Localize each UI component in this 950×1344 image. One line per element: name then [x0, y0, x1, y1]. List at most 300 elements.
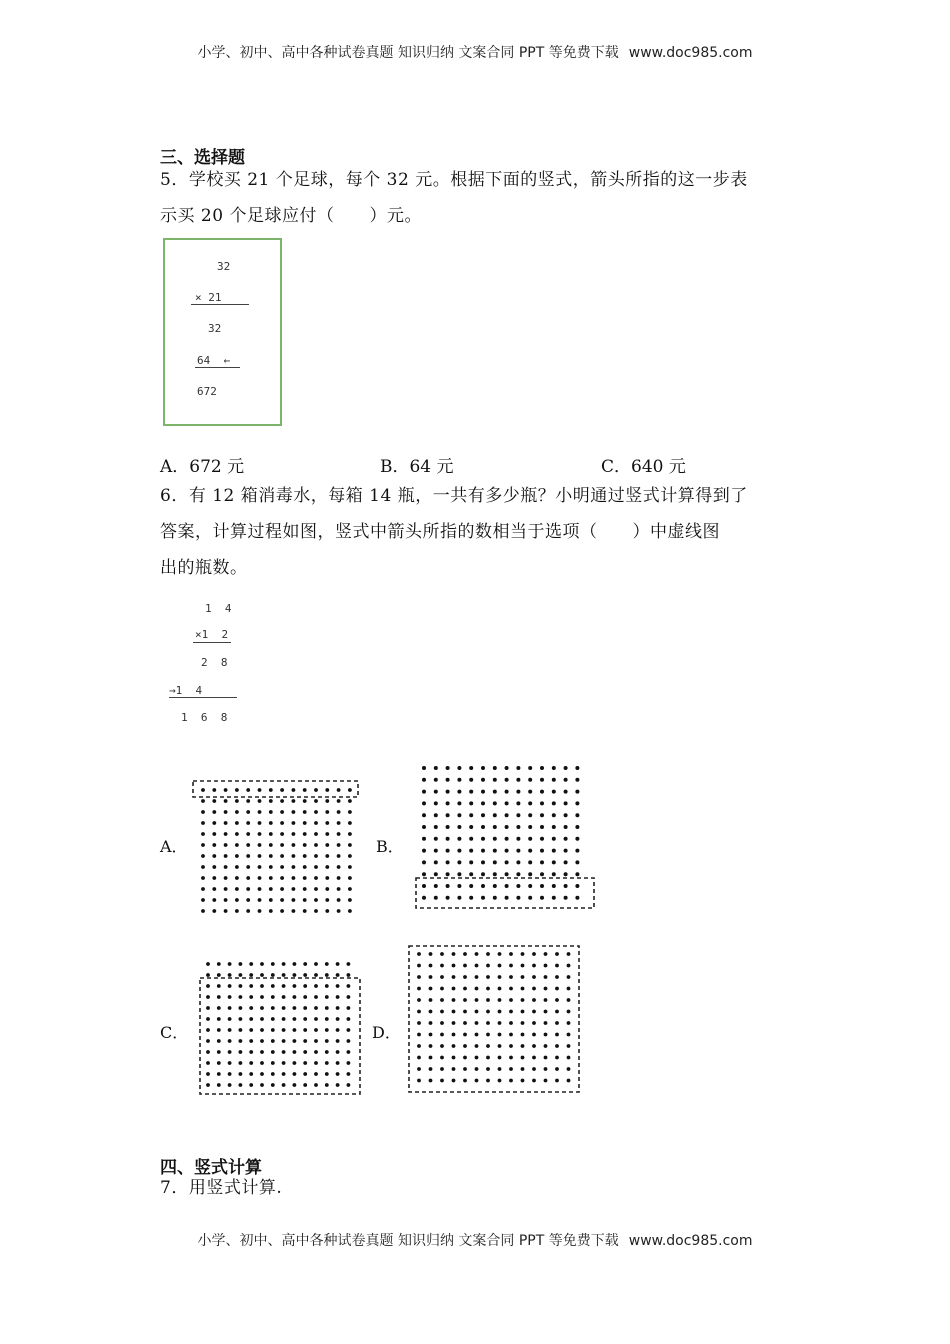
- dot: [481, 766, 485, 770]
- dot: [509, 987, 513, 991]
- dot: [564, 790, 568, 794]
- dot: [303, 788, 307, 792]
- dot: [258, 887, 262, 891]
- dot: [217, 984, 221, 988]
- dot: [325, 799, 329, 803]
- dot: [446, 778, 450, 782]
- dot: [528, 837, 532, 841]
- footer-text: 小学、初中、高中各种试卷真题 知识归纳 文案合同 PPT 等免费下载: [197, 1233, 619, 1249]
- dot: [417, 952, 421, 956]
- dot: [481, 872, 485, 876]
- dot: [249, 984, 253, 988]
- dot: [303, 973, 307, 977]
- dot: [475, 1056, 479, 1060]
- dot: [201, 843, 205, 847]
- dot-array-c[interactable]: [196, 955, 366, 1100]
- dot: [469, 790, 473, 794]
- dot: [314, 898, 318, 902]
- dot: [422, 766, 426, 770]
- dot: [303, 1083, 307, 1087]
- dot: [303, 799, 307, 803]
- dot: [282, 1050, 286, 1054]
- dot: [337, 898, 341, 902]
- dot-array-b[interactable]: [406, 760, 608, 912]
- dot: [440, 1010, 444, 1014]
- dot: [434, 790, 438, 794]
- dot: [567, 952, 571, 956]
- dot: [509, 1056, 513, 1060]
- dot: [498, 1033, 502, 1037]
- dot: [228, 1050, 232, 1054]
- dot: [552, 778, 556, 782]
- dot: [325, 854, 329, 858]
- dot: [481, 896, 485, 900]
- dot: [303, 898, 307, 902]
- dot: [217, 1039, 221, 1043]
- question-6: [160, 478, 748, 586]
- dot: [452, 998, 456, 1002]
- dot: [271, 1028, 275, 1032]
- dot: [528, 778, 532, 782]
- dot: [239, 1039, 243, 1043]
- dot: [314, 854, 318, 858]
- dot: [228, 995, 232, 999]
- dot: [292, 799, 296, 803]
- dot: [239, 1072, 243, 1076]
- dot: [303, 1017, 307, 1021]
- dot: [206, 1039, 210, 1043]
- dot: [509, 1033, 513, 1037]
- dot: [336, 1006, 340, 1010]
- dot: [347, 984, 351, 988]
- dot: [282, 1083, 286, 1087]
- dot: [457, 825, 461, 829]
- dot: [212, 876, 216, 880]
- dot: [292, 821, 296, 825]
- calc-row: 1 4: [205, 602, 232, 615]
- dot: [314, 799, 318, 803]
- dot: [434, 778, 438, 782]
- dot: [201, 887, 205, 891]
- dot: [228, 1006, 232, 1010]
- dot: [280, 821, 284, 825]
- dot: [206, 1072, 210, 1076]
- dot: [246, 876, 250, 880]
- q6-option-c-label[interactable]: C．: [160, 1023, 189, 1042]
- dot: [325, 865, 329, 869]
- dot: [293, 1039, 297, 1043]
- dot: [555, 1067, 559, 1071]
- dot: [540, 896, 544, 900]
- dot: [303, 962, 307, 966]
- dot: [292, 843, 296, 847]
- dot: [486, 1010, 490, 1014]
- dot: [325, 1039, 329, 1043]
- dot: [452, 1021, 456, 1025]
- dot: [505, 766, 509, 770]
- dot: [429, 1056, 433, 1060]
- dot: [336, 1072, 340, 1076]
- dot: [201, 865, 205, 869]
- dot: [532, 1079, 536, 1083]
- dot: [567, 987, 571, 991]
- dot: [348, 821, 352, 825]
- dot: [228, 1039, 232, 1043]
- dot: [303, 984, 307, 988]
- dot: [540, 872, 544, 876]
- dot: [446, 766, 450, 770]
- dot: [440, 1079, 444, 1083]
- dot: [532, 975, 536, 979]
- dot: [521, 1033, 525, 1037]
- dot: [292, 788, 296, 792]
- dot: [417, 1079, 421, 1083]
- dot: [475, 1079, 479, 1083]
- dot: [282, 962, 286, 966]
- dot: [201, 810, 205, 814]
- dot: [235, 821, 239, 825]
- page-footer: [0, 1230, 950, 1250]
- dot: [564, 766, 568, 770]
- dot: [509, 1010, 513, 1014]
- dot: [417, 1056, 421, 1060]
- dot: [505, 790, 509, 794]
- dot: [206, 1061, 210, 1065]
- dot: [505, 813, 509, 817]
- dot: [337, 788, 341, 792]
- dot: [347, 1028, 351, 1032]
- dot: [475, 1033, 479, 1037]
- dot: [440, 975, 444, 979]
- dot: [463, 1067, 467, 1071]
- dot: [269, 821, 273, 825]
- dot: [217, 1061, 221, 1065]
- dot: [555, 1044, 559, 1048]
- dot: [337, 799, 341, 803]
- dot: [293, 1083, 297, 1087]
- dot: [269, 810, 273, 814]
- dot: [206, 962, 210, 966]
- dot: [206, 1006, 210, 1010]
- dot: [282, 1061, 286, 1065]
- dot: [486, 987, 490, 991]
- dot: [336, 1017, 340, 1021]
- dot: [212, 887, 216, 891]
- dot: [249, 1083, 253, 1087]
- q5-option-c[interactable]: C．640 元: [601, 457, 686, 477]
- dot: [217, 1017, 221, 1021]
- dot-array-a[interactable]: [190, 776, 365, 921]
- dot: [271, 1039, 275, 1043]
- dot: [544, 975, 548, 979]
- dot: [498, 1044, 502, 1048]
- dot: [575, 813, 579, 817]
- dot: [246, 865, 250, 869]
- dot: [260, 995, 264, 999]
- dot: [457, 790, 461, 794]
- dot: [440, 998, 444, 1002]
- dot: [446, 813, 450, 817]
- dot: [249, 1072, 253, 1076]
- dot: [293, 1072, 297, 1076]
- dot: [224, 898, 228, 902]
- dot: [516, 801, 520, 805]
- dot: [463, 1079, 467, 1083]
- q6-vertical-calculation: [165, 598, 245, 728]
- dot: [269, 854, 273, 858]
- dot: [498, 952, 502, 956]
- dot: [469, 884, 473, 888]
- dot: [552, 766, 556, 770]
- dot: [325, 887, 329, 891]
- dot: [293, 1028, 297, 1032]
- dot: [271, 1061, 275, 1065]
- dot: [505, 837, 509, 841]
- dot: [293, 1006, 297, 1010]
- dot: [314, 865, 318, 869]
- dot: [540, 849, 544, 853]
- dot: [348, 898, 352, 902]
- dot: [417, 998, 421, 1002]
- dot: [269, 832, 273, 836]
- dot: [303, 1072, 307, 1076]
- dot: [463, 1033, 467, 1037]
- dot: [516, 860, 520, 864]
- dot: [528, 849, 532, 853]
- dot: [469, 825, 473, 829]
- dot: [552, 860, 556, 864]
- dot: [540, 801, 544, 805]
- dot: [314, 788, 318, 792]
- dot: [206, 984, 210, 988]
- dot: [246, 788, 250, 792]
- dot: [575, 837, 579, 841]
- dot: [469, 778, 473, 782]
- dot: [575, 884, 579, 888]
- dot: [325, 898, 329, 902]
- dot: [532, 964, 536, 968]
- dot: [246, 810, 250, 814]
- dot: [325, 832, 329, 836]
- dot: [493, 884, 497, 888]
- dot: [457, 884, 461, 888]
- dot: [325, 962, 329, 966]
- dot: [486, 1044, 490, 1048]
- q6-line2: 答案，计算过程如图，竖式中箭头所指的数相当于选项（ ）中虚线图: [160, 522, 720, 542]
- dot: [314, 843, 318, 847]
- dot: [224, 788, 228, 792]
- dot: [521, 1067, 525, 1071]
- dot: [509, 1079, 513, 1083]
- dot: [446, 837, 450, 841]
- dot-array-d[interactable]: [405, 942, 585, 1097]
- q6-option-d-label[interactable]: D．: [372, 1023, 401, 1042]
- dot: [516, 778, 520, 782]
- dot: [463, 1044, 467, 1048]
- dot: [475, 952, 479, 956]
- dot: [212, 898, 216, 902]
- dot: [206, 1083, 210, 1087]
- dot: [314, 1061, 318, 1065]
- dot: [555, 1010, 559, 1014]
- dot: [224, 865, 228, 869]
- dot: [325, 1006, 329, 1010]
- dot: [325, 973, 329, 977]
- page-header: [0, 42, 950, 62]
- dot: [314, 1072, 318, 1076]
- header-url[interactable]: www.doc985.com: [628, 45, 753, 61]
- dot: [249, 995, 253, 999]
- dot: [481, 778, 485, 782]
- dot: [493, 825, 497, 829]
- dot: [509, 998, 513, 1002]
- dot: [337, 887, 341, 891]
- dot: [429, 998, 433, 1002]
- dot: [280, 799, 284, 803]
- dot: [260, 973, 264, 977]
- dot: [532, 1021, 536, 1025]
- dot: [348, 876, 352, 880]
- dot: [434, 813, 438, 817]
- dot: [498, 964, 502, 968]
- dot: [314, 810, 318, 814]
- dot: [224, 909, 228, 913]
- dot: [440, 1033, 444, 1037]
- dot: [555, 975, 559, 979]
- dot: [293, 962, 297, 966]
- dot: [249, 962, 253, 966]
- dot: [528, 766, 532, 770]
- q5-option-a[interactable]: A．672 元: [160, 457, 245, 477]
- dot: [521, 1021, 525, 1025]
- dot: [486, 975, 490, 979]
- dot: [217, 1072, 221, 1076]
- dot: [505, 860, 509, 864]
- dot: [516, 766, 520, 770]
- dot: [212, 810, 216, 814]
- dot: [422, 872, 426, 876]
- dot: [269, 887, 273, 891]
- dot: [212, 909, 216, 913]
- footer-url[interactable]: www.doc985.com: [628, 1233, 753, 1249]
- dot: [463, 987, 467, 991]
- dot: [528, 813, 532, 817]
- dot: [469, 860, 473, 864]
- dot: [452, 1044, 456, 1048]
- dot: [336, 1028, 340, 1032]
- dot: [269, 799, 273, 803]
- dot: [249, 1017, 253, 1021]
- dot: [347, 995, 351, 999]
- calc-line: [195, 367, 240, 368]
- dot: [457, 778, 461, 782]
- dot: [417, 1021, 421, 1025]
- dot: [440, 952, 444, 956]
- dot: [532, 952, 536, 956]
- dot: [481, 813, 485, 817]
- dot: [481, 860, 485, 864]
- dot: [493, 837, 497, 841]
- dot: [475, 964, 479, 968]
- dot: [463, 975, 467, 979]
- dot: [325, 1050, 329, 1054]
- dot: [269, 876, 273, 880]
- dot: [348, 887, 352, 891]
- dot: [280, 898, 284, 902]
- dot: [224, 854, 228, 858]
- dot: [422, 896, 426, 900]
- dot: [239, 984, 243, 988]
- dot: [434, 837, 438, 841]
- q5-option-b[interactable]: B．64 元: [380, 457, 454, 477]
- q6-option-b-label[interactable]: B．: [376, 837, 404, 856]
- dot: [260, 962, 264, 966]
- dot: [429, 1010, 433, 1014]
- dot: [337, 865, 341, 869]
- dot: [486, 964, 490, 968]
- dot: [521, 964, 525, 968]
- dot: [314, 1039, 318, 1043]
- dot: [206, 1050, 210, 1054]
- dot: [303, 1061, 307, 1065]
- dot: [422, 790, 426, 794]
- dot: [246, 821, 250, 825]
- dot: [303, 909, 307, 913]
- dot: [552, 896, 556, 900]
- dot: [280, 865, 284, 869]
- q6-option-a-label[interactable]: A．: [160, 837, 188, 856]
- dot: [532, 1067, 536, 1071]
- dot: [239, 1061, 243, 1065]
- dot: [212, 865, 216, 869]
- dot: [498, 1067, 502, 1071]
- dot: [463, 964, 467, 968]
- dot: [325, 1061, 329, 1065]
- dot: [417, 1044, 421, 1048]
- dot: [509, 1021, 513, 1025]
- dot: [567, 964, 571, 968]
- dot: [440, 1067, 444, 1071]
- dot: [348, 788, 352, 792]
- dot: [235, 909, 239, 913]
- dot: [521, 1079, 525, 1083]
- dot: [206, 1028, 210, 1032]
- dot: [567, 998, 571, 1002]
- dot: [540, 825, 544, 829]
- dot: [552, 849, 556, 853]
- dot: [575, 896, 579, 900]
- dashed-highlight-box: [416, 878, 594, 908]
- dot: [303, 876, 307, 880]
- dot: [481, 849, 485, 853]
- dot: [575, 790, 579, 794]
- dot: [544, 1079, 548, 1083]
- q5-vertical-calculation: [163, 238, 282, 426]
- dot: [314, 973, 318, 977]
- dot: [235, 788, 239, 792]
- dot: [303, 843, 307, 847]
- dot: [258, 799, 262, 803]
- dot: [540, 778, 544, 782]
- dot: [206, 1017, 210, 1021]
- dot: [544, 998, 548, 1002]
- dot: [417, 1067, 421, 1071]
- dot: [555, 1079, 559, 1083]
- dot: [224, 887, 228, 891]
- dot: [532, 998, 536, 1002]
- dot: [249, 1039, 253, 1043]
- dot: [567, 1067, 571, 1071]
